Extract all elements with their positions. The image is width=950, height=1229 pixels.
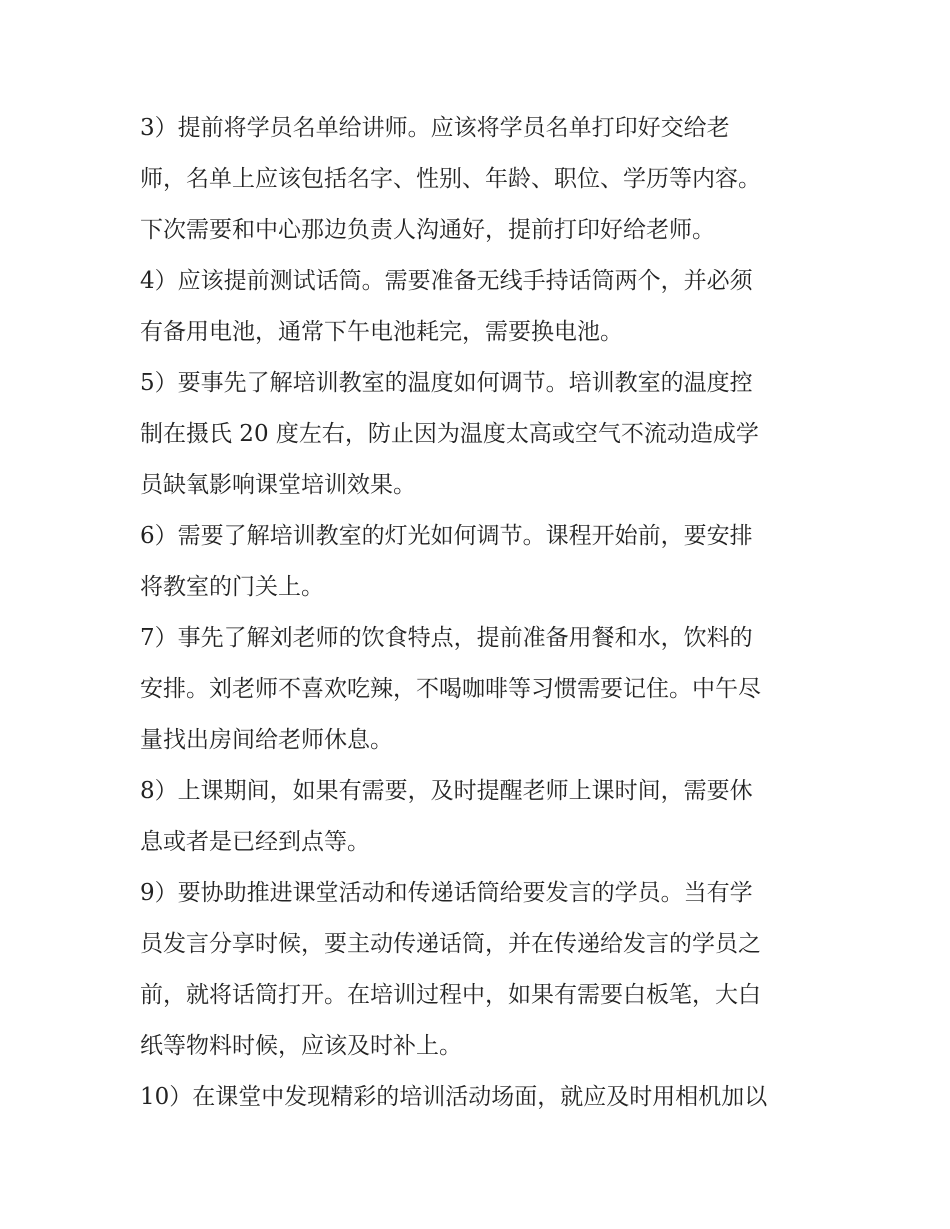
text-line: 师，名单上应该包括名字、性别、年龄、职位、学历等内容。 xyxy=(140,166,761,192)
text-line: 8）上课期间，如果有需要，及时提醒老师上课时间，需要休 xyxy=(140,778,753,804)
text-line: 4）应该提前测试话筒。需要准备无线手持话筒两个，并必须 xyxy=(140,268,753,294)
paragraph-item-6 xyxy=(140,511,830,613)
text-line: 10）在课堂中发现精彩的培训活动场面，就应及时用相机加以 xyxy=(140,1084,768,1110)
text-line: 纸等物料时候，应该及时补上。 xyxy=(140,1033,462,1059)
text-line: 3）提前将学员名单给讲师。应该将学员名单打印好交给老 xyxy=(140,115,730,141)
paragraph-item-9 xyxy=(140,868,830,1072)
text-line: 9）要协助推进课堂活动和传递话筒给要发言的学员。当有学 xyxy=(140,880,753,906)
text-line: 前，就将话筒打开。在培训过程中，如果有需要白板笔，大白 xyxy=(140,982,761,1008)
text-line: 有备用电池，通常下午电池耗完，需要换电池。 xyxy=(140,319,623,345)
paragraph-item-7 xyxy=(140,613,830,766)
paragraph-item-8 xyxy=(140,766,830,868)
text-line: 员发言分享时候，要主动传递话筒，并在传递给发言的学员之 xyxy=(140,931,761,957)
paragraph-item-10 xyxy=(140,1072,830,1123)
text-line: 制在摄氏 20 度左右，防止因为温度太高或空气不流动造成学 xyxy=(140,421,759,447)
document-body xyxy=(140,103,830,1123)
text-line: 下次需要和中心那边负责人沟通好，提前打印好给老师。 xyxy=(140,217,715,243)
text-line: 将教室的门关上。 xyxy=(140,574,324,600)
text-line: 6）需要了解培训教室的灯光如何调节。课程开始前，要安排 xyxy=(140,523,753,549)
paragraph-item-5 xyxy=(140,358,830,511)
text-line: 息或者是已经到点等。 xyxy=(140,829,370,855)
paragraph-item-4 xyxy=(140,256,830,358)
text-line: 7）事先了解刘老师的饮食特点，提前准备用餐和水，饮料的 xyxy=(140,625,753,651)
text-line: 安排。刘老师不喜欢吃辣，不喝咖啡等习惯需要记住。中午尽 xyxy=(140,676,761,702)
text-line: 员缺氧影响课堂培训效果。 xyxy=(140,472,416,498)
paragraph-item-3 xyxy=(140,103,830,256)
text-line: 5）要事先了解培训教室的温度如何调节。培训教室的温度控 xyxy=(140,370,753,396)
text-line: 量找出房间给老师休息。 xyxy=(140,727,393,753)
